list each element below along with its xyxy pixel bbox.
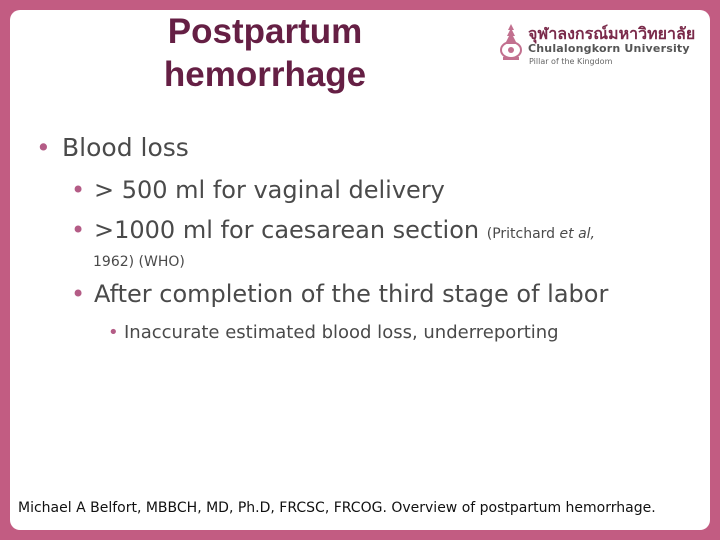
slide-title xyxy=(140,10,390,96)
bullet-icon: • xyxy=(71,216,86,244)
title-line-2: hemorrhage xyxy=(163,55,367,94)
bullet-underreporting xyxy=(108,322,559,343)
title-line-1: Postpartum xyxy=(167,12,363,51)
reference-continuation: 1962) (WHO) xyxy=(93,254,185,270)
bullet-blood-loss xyxy=(36,133,189,162)
bullet-text: > 500 ml for vaginal delivery xyxy=(94,176,445,204)
bullet-icon: • xyxy=(36,133,51,162)
reference-prefix: (Pritchard xyxy=(486,226,560,242)
bullet-text: Blood loss xyxy=(62,133,189,162)
bullet-icon: • xyxy=(108,322,119,343)
reference-italic: et al, xyxy=(559,226,596,242)
bullet-text: After completion of the third stage of labor xyxy=(94,280,609,308)
bullet-icon: • xyxy=(71,280,86,308)
university-seal-icon xyxy=(498,22,524,62)
bullet-text: Inaccurate estimated blood loss, underreporting xyxy=(124,322,559,343)
bullet-vaginal xyxy=(71,176,445,204)
university-logo xyxy=(498,22,696,72)
footer-citation: Michael A Belfort, MBBCH, MD, Ph.D, FRCSC, FRCOG. Overview of postpartum hemorrhage. xyxy=(18,500,656,516)
logo-english-name: Chulalongkorn University xyxy=(528,42,690,55)
logo-tagline: Pillar of the Kingdom xyxy=(529,57,613,66)
bullet-text: >1000 ml for caesarean section xyxy=(94,216,480,244)
bullet-third-stage xyxy=(71,280,608,308)
bullet-caesarean xyxy=(71,216,595,244)
bullet-icon: • xyxy=(71,176,86,204)
logo-thai-name: จุฬาลงกรณ์มหาวิทยาลัย xyxy=(528,24,696,43)
